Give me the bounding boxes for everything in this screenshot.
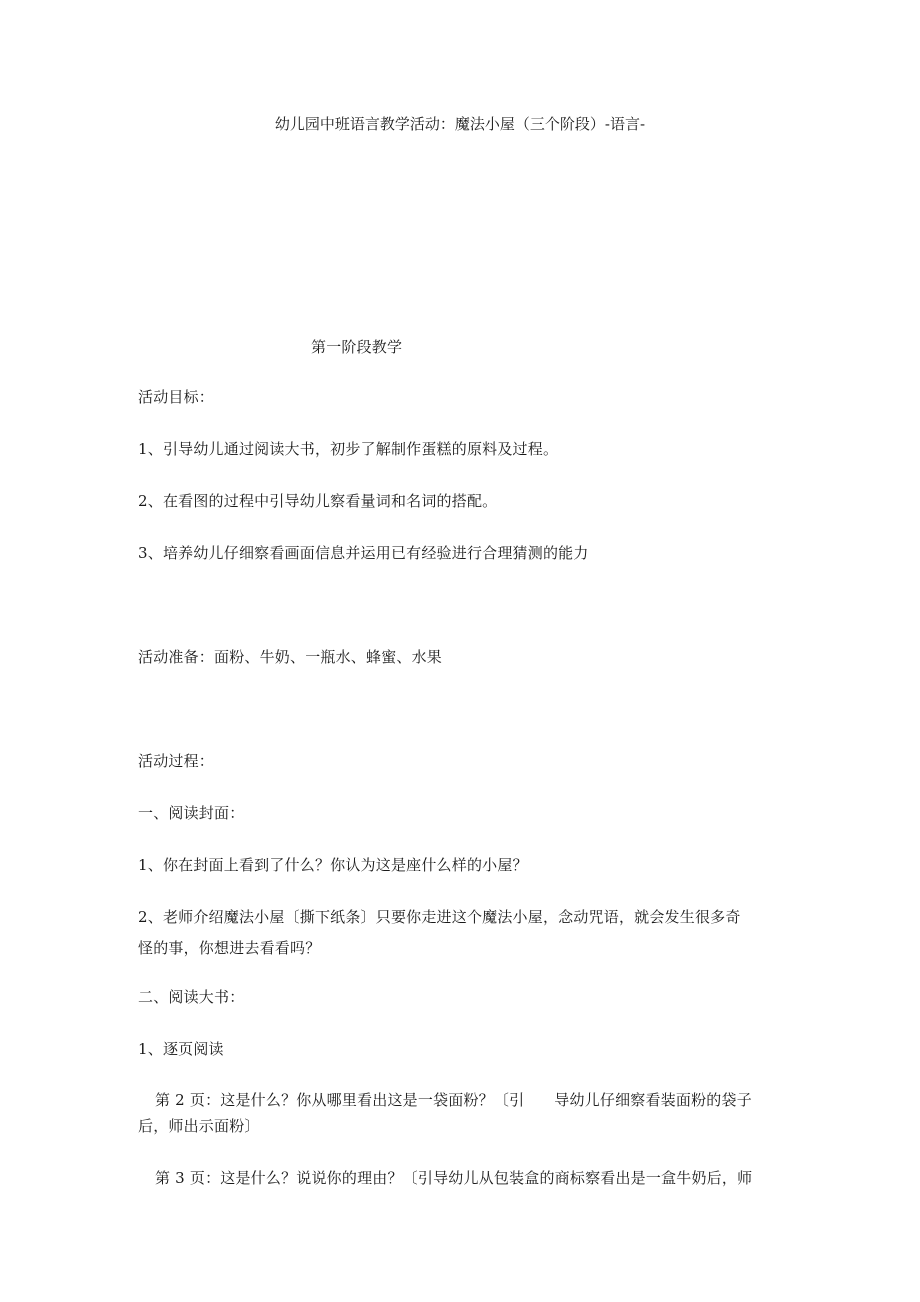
page2-paragraph-continuation: 后，师出示面粉〕 — [138, 1117, 260, 1135]
part2-heading: 二、阅读大书： — [138, 988, 245, 1006]
process-heading: 活动过程： — [138, 752, 215, 770]
part1-item: 2、老师介绍魔法小屋〔撕下纸条〕只要你走进这个魔法小屋，念动咒语，就会发生很多奇 — [138, 908, 741, 926]
section-heading: 第一阶段教学 — [311, 338, 403, 356]
part1-item-continuation: 怪的事，你想进去看看吗？ — [138, 939, 321, 957]
page2-text-part-b: 导幼儿仔细察看装面粉的袋子 — [554, 1091, 752, 1109]
preparation-line: 活动准备：面粉、牛奶、一瓶水、蜂蜜、水果 — [138, 648, 443, 666]
objective-item: 2、在看图的过程中引导幼儿察看量词和名词的搭配。 — [138, 492, 498, 510]
part1-heading: 一、阅读封面： — [138, 804, 245, 822]
page2-text-part-a: 第 2 页：这是什么？你从哪里看出这是一袋面粉？〔引 — [155, 1091, 525, 1109]
objectives-heading: 活动目标： — [138, 388, 215, 406]
page3-paragraph-line: 第 3 页：这是什么？说说你的理由？〔引导幼儿从包装盒的商标察看出是一盒牛奶后，师 — [155, 1169, 753, 1187]
part1-item: 1、你在封面上看到了什么？你认为这是座什么样的小屋？ — [138, 856, 528, 874]
page2-paragraph-line — [155, 1093, 752, 1108]
part2-subheading: 1、逐页阅读 — [138, 1040, 224, 1058]
objective-item: 1、引导幼儿通过阅读大书，初步了解制作蛋糕的原料及过程。 — [138, 440, 559, 458]
document-title: 幼儿园中班语言教学活动：魔法小屋（三个阶段）-语言- — [274, 115, 646, 133]
objective-item: 3、培养幼儿仔细察看画面信息并运用已有经验进行合理猜测的能力 — [138, 544, 589, 562]
